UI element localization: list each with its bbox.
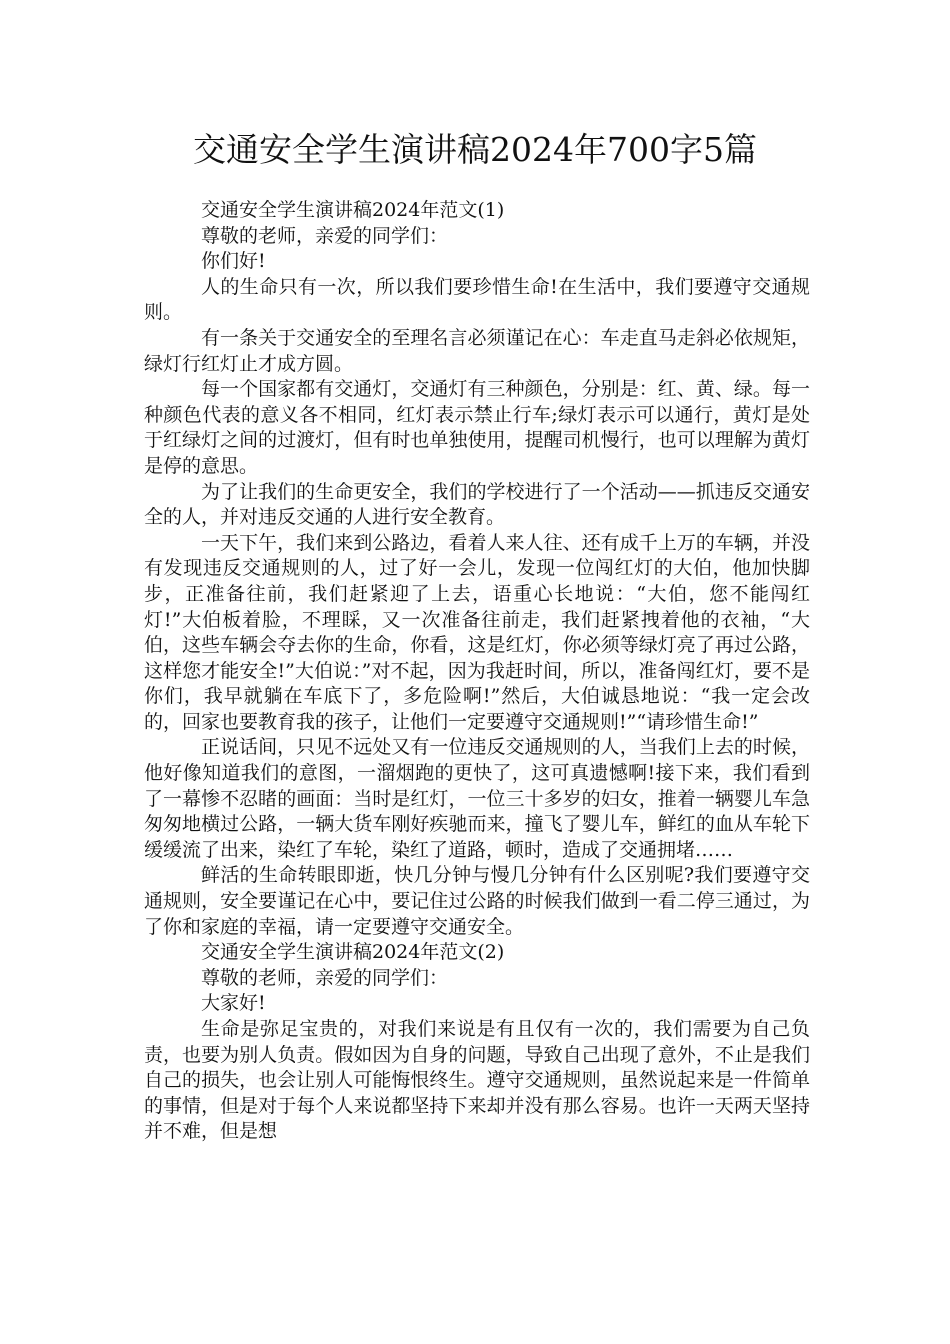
- paragraph: 正说话间，只见不远处又有一位违反交通规则的人，当我们上去的时候，他好像知道我们的意图，一溜烟跑的更快了，这可真遗憾啊!接下来，我们看到了一幕惨不忍睹的画面：当时是红灯，一位三十多岁的妇女，推着一辆婴儿车急匆匆地横过公路，一辆大货车刚好疾驰而来，撞飞了婴儿车，鲜红的血从车轮下缓缓流了出来，染红了车轮，染红了道路，顿时，造成了交通拥堵……: [144, 736, 810, 861]
- paragraph: 你们好!: [201, 250, 266, 273]
- paragraph: 尊敬的老师，亲爱的同学们：: [201, 224, 449, 247]
- paragraph: 有一条关于交通安全的至理名言必须谨记在心：车走直马走斜必依规矩，绿灯行红灯止才成方圆。: [144, 326, 810, 375]
- paragraph: 为了让我们的生命更安全，我们的学校进行了一个活动——抓违反交通安全的人，并对违反交通的人进行安全教育。: [144, 480, 810, 529]
- paragraph: 尊敬的老师，亲爱的同学们：: [201, 966, 449, 989]
- document-title: 交通安全学生演讲稿2024年700字5篇: [193, 130, 757, 169]
- paragraph: 交通安全学生演讲稿2024年范文(1): [201, 199, 505, 221]
- paragraph: 生命是弥足宝贵的，对我们来说是有且仅有一次的，我们需要为自己负责，也要为别人负责。假如因为自身的问题，导致自己出现了意外，不止是我们自己的损失，也会让别人可能悔恨终生。遵守交通规则，虽然说起来是一件简单的事情，但是对于每个人来说都坚持下来却并没有那么容易。也许一天两天坚持并不难，但是想: [144, 1018, 810, 1143]
- paragraph: 每一个国家都有交通灯，交通灯有三种颜色，分别是：红、黄、绿。每一种颜色代表的意义各不相同，红灯表示禁止行车;绿灯表示可以通行，黄灯是处于红绿灯之间的过渡灯，但有时也单独使用，提醒司机慢行，也可以理解为黄灯是停的意思。: [144, 378, 810, 477]
- paragraph: 人的生命只有一次，所以我们要珍惜生命!在生活中，我们要遵守交通规则。: [144, 275, 810, 324]
- paragraph: 一天下午，我们来到公路边，看着人来人往、还有成千上万的车辆，并没有发现违反交通规则的人，过了好一会儿，发现一位闯红灯的大伯，他加快脚步，正准备往前，我们赶紧迎了上去，语重心长地说：“大伯，您不能闯红灯!”大伯板着脸，不理睬，又一次准备往前走，我们赶紧拽着他的衣袖，“大伯，这些车辆会夺去你的生命，你看，这是红灯，你必须等绿灯亮了再过公路，这样您才能安全!”大伯说：”对不起，因为我赶时间，所以，准备闯红灯，要不是你们，我早就躺在车底下了，多危险啊!”然后，大伯诚恳地说：“我一定会改的，回家也要教育我的孩子，让他们一定要遵守交通规则!”“请珍惜生命!”: [144, 531, 810, 733]
- document-body: [144, 198, 810, 1145]
- paragraph: 大家好!: [201, 992, 266, 1015]
- paragraph: 鲜活的生命转眼即逝，快几分钟与慢几分钟有什么区别呢?我们要遵守交通规则，安全要谨记在心中，要记住过公路的时候我们做到一看二停三通过，为了你和家庭的幸福，请一定要遵守交通安全。: [144, 864, 810, 938]
- paragraph: 交通安全学生演讲稿2024年范文(2): [201, 941, 505, 964]
